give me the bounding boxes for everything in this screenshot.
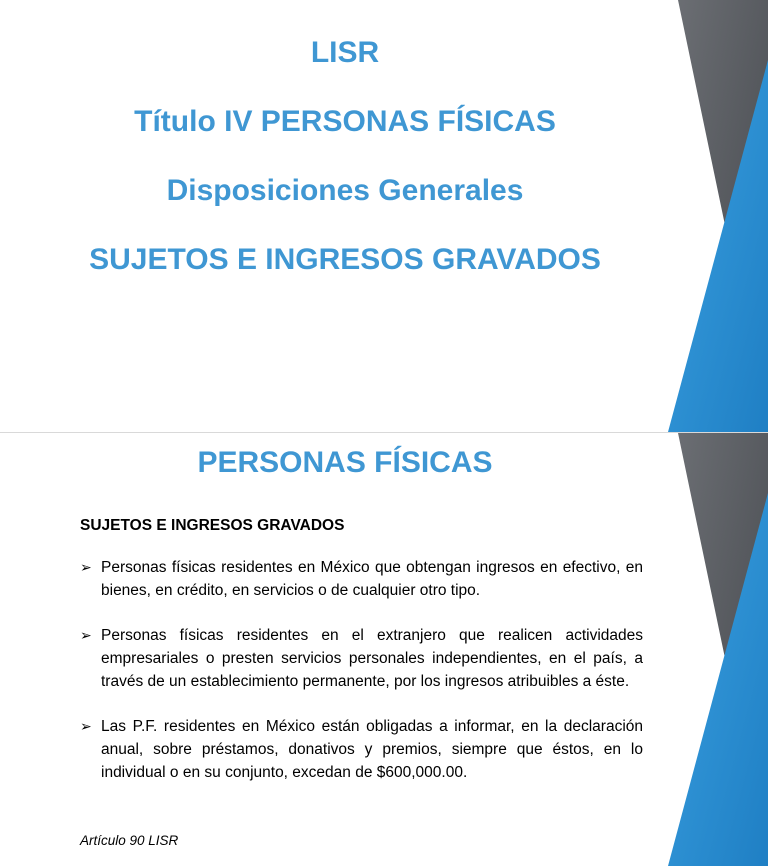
slide-title-sujetos: SUJETOS E INGRESOS GRAVADOS: [89, 243, 601, 276]
arrow-bullet-icon: ➢: [80, 627, 92, 643]
title-slide: [0, 0, 768, 432]
arrow-bullet-icon: ➢: [80, 718, 92, 734]
slide-title-lisr: LISR: [310, 36, 380, 69]
content-slide: [0, 433, 768, 866]
slide-title-disposiciones: Disposiciones Generales: [166, 174, 524, 207]
bullet-text: Personas físicas residentes en México que obtengan ingresos en efectivo, en bienes, en crédito, en servicios o de cualquier otro tipo.: [101, 559, 643, 599]
list-item: [80, 624, 643, 693]
bullet-list: [80, 556, 643, 806]
bullet-text: Personas físicas residentes en el extranjero que realicen actividades empresariales o presten servicios personales independientes, en el país, a través de un establecimiento permanente, por los ingresos atribuibles a éste.: [101, 627, 643, 690]
slide-subheading: SUJETOS E INGRESOS GRAVADOS: [80, 517, 345, 534]
decorative-side-shapes: [668, 0, 768, 432]
decorative-side-shapes: [668, 433, 768, 866]
list-item: [80, 715, 643, 784]
bullet-text: Las P.F. residentes en México están obligadas a informar, en la declaración anual, sobre préstamos, donativos y premios, siempre que éstos, en lo individual o en su conjunto, excedan de $600,000.00.: [101, 718, 643, 781]
slide-heading: PERSONAS FÍSICAS: [197, 446, 493, 479]
slide-title-titulo: Título IV PERSONAS FÍSICAS: [134, 105, 556, 138]
footnote-citation: Artículo 90 LISR: [80, 833, 179, 848]
list-item: [80, 556, 643, 602]
arrow-bullet-icon: ➢: [80, 559, 92, 575]
